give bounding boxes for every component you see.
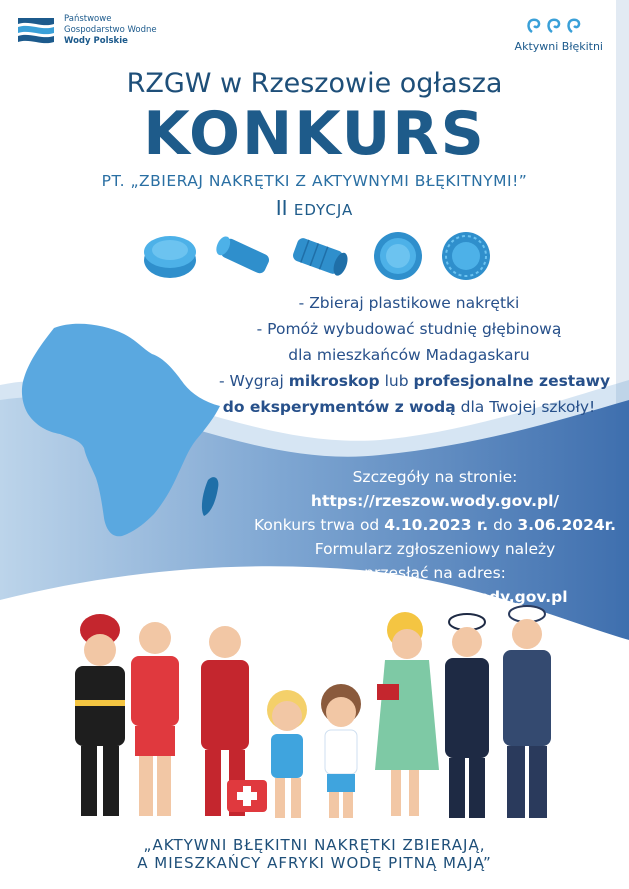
bottle-cap-icon — [442, 232, 490, 280]
contest-details — [250, 465, 620, 609]
logo-line-1: Państwowe — [64, 14, 112, 24]
bottle-caps-illustration — [140, 226, 500, 286]
paramedic-figure — [201, 626, 267, 816]
goal-line: dla mieszkańców Madagaskaru — [288, 346, 530, 364]
police-officer-figure — [503, 606, 551, 818]
wody-polskie-logo — [16, 14, 157, 48]
lifeguard-figure — [131, 622, 179, 816]
form-instruction: przesłać na adres: — [364, 564, 506, 582]
logo-line-2: Gospodarstwo Wodne — [64, 25, 157, 35]
firefighter-figure — [75, 614, 125, 816]
email-link[interactable]: konkurs.rzeszow@wody.gov.pl — [302, 588, 568, 606]
slogan-line: A MIESZKAŃCY AFRYKI WODĘ PITNĄ MAJĄ” — [137, 854, 492, 872]
form-instruction: Formularz zgłoszeniowy należy — [314, 540, 556, 558]
wody-polskie-logo-icon — [16, 14, 56, 48]
logo-line-3: Wody Polskie — [64, 36, 128, 46]
goal-line: do eksperymentów z wodą dla Twojej szkoły! — [222, 398, 596, 416]
goal-line: - Wygraj mikroskop lub profesjonalne zestawy — [219, 372, 611, 390]
edition-number: II — [275, 196, 288, 220]
swirl-waves-icon — [524, 14, 594, 36]
contest-dates: Konkurs trwa od 4.10.2023 r. do 3.06.2024r. — [254, 516, 616, 534]
website-link[interactable]: https://rzeszow.wody.gov.pl/ — [310, 492, 560, 510]
girl-figure — [267, 690, 307, 818]
page-title: KONKURS — [143, 99, 486, 169]
edition-word: EDYCJA — [293, 201, 354, 219]
goal-line: - Zbieraj plastikowe nakrętki — [298, 294, 520, 312]
contest-slogan — [0, 836, 629, 872]
people-illustration — [55, 600, 575, 830]
brand-name: Aktywni Błękitni — [514, 40, 603, 53]
bottle-cap-icon — [214, 234, 271, 275]
slogan-line: „AKTYWNI BŁĘKITNI NAKRĘTKI ZBIERAJĄ, — [143, 836, 486, 854]
contest-subtitle: PT. „ZBIERAJ NAKRĘTKI Z AKTYWNYMI BŁĘKITNYMI!” — [101, 172, 528, 190]
africa-map-illustration — [14, 318, 236, 544]
police-officer-figure — [445, 614, 489, 818]
boy-figure — [321, 684, 361, 818]
details-heading: Szczegóły na stronie: — [352, 468, 518, 486]
goal-line: - Pomóż wybudować studnię głębinową — [256, 320, 562, 338]
aktywni-blekitni-logo — [515, 14, 603, 53]
bottle-cap-icon — [144, 236, 196, 278]
contest-goals — [219, 290, 611, 420]
announce-text: RZGW w Rzeszowie ogłasza — [126, 68, 503, 99]
bottle-cap-icon — [291, 237, 350, 278]
teacher-figure — [375, 612, 439, 816]
edition-label — [0, 196, 629, 220]
bottle-cap-icon — [374, 232, 422, 280]
